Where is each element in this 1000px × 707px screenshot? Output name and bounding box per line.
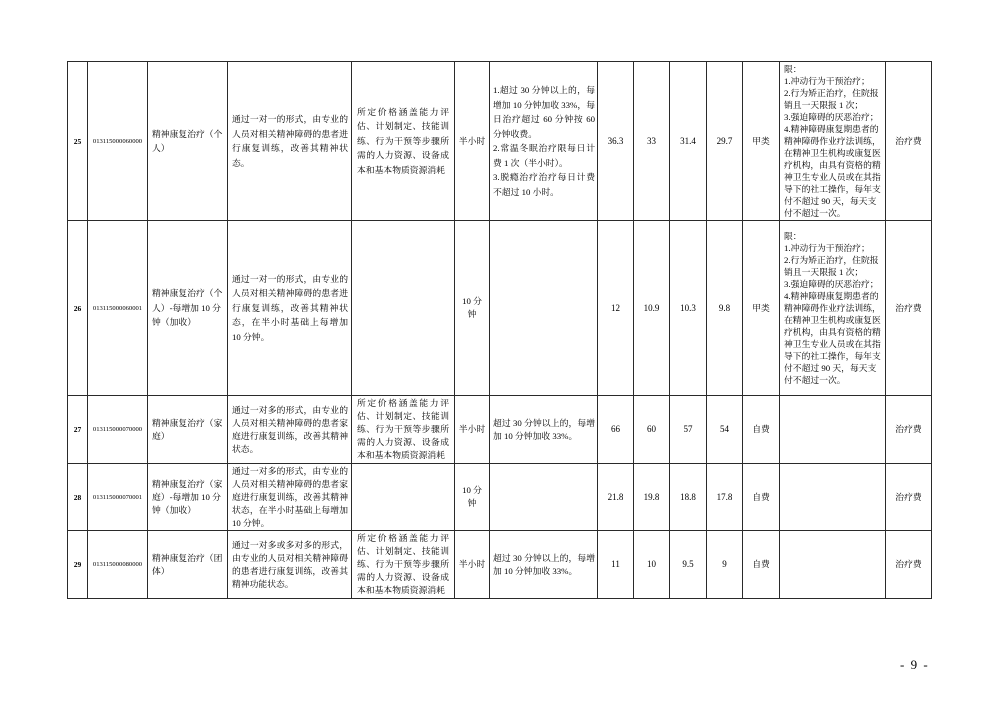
price-connotation-cell [352, 531, 455, 599]
item-number: 28 [73, 492, 82, 502]
price-value: 29.7 [716, 135, 733, 146]
item-code-cell [88, 62, 148, 221]
restriction-item: 2.行为矫正治疗，住院报销且一天限报 1 次； [784, 255, 879, 277]
item-code-cell [88, 396, 148, 464]
price-value: 17.8 [716, 491, 733, 502]
price-connotation: 所定价格涵盖能力评估、计划制定、技能训练、行为干预等步骤所需的人力资源、设备成本和基本物质资源消耗 [357, 533, 449, 595]
item-code: 013115000060000 [92, 137, 143, 145]
item-name-cell [148, 62, 228, 221]
notes-cell [490, 464, 598, 531]
item-description-cell [228, 531, 352, 599]
pricing-unit-cell [455, 396, 490, 464]
restriction-item: 4.精神障碍康复期患者的精神障碍作业疗法训练，在精神卫生机构或康复医疗机构，由具有资格的精神卫生专业人员或在其指导下的社工操作，每年支付不超过 90 天，每天支付不超过一次。 [784, 291, 881, 385]
category-cell [743, 531, 780, 599]
price-value: 31.4 [680, 135, 696, 146]
item-number: 29 [73, 560, 82, 569]
fee-type: 治疗费 [895, 135, 922, 146]
item-code: 013115000080000 [92, 561, 143, 568]
fee-type: 治疗费 [895, 302, 922, 313]
note-item: 2.常温冬眠治疗限每日计费 1 次（半小时）。 [493, 143, 595, 168]
item-number-cell [68, 464, 88, 531]
restriction-item: 4.精神障碍康复期患者的精神障碍作业疗法训练，在精神卫生机构或康复医疗机构，由具有资格的精神卫生专业人员或在其指导下的社工操作，每年支付不超过 90 天，每天支付不超过一次。 [784, 124, 881, 218]
item-number-cell [68, 62, 88, 221]
item-description: 通过一对多或多对多的形式，由专业的人员对相关精神障碍的患者进行康复训练，改善其精神功能状态。 [232, 539, 348, 589]
price-value: 9.5 [682, 559, 694, 569]
price-value: 11 [611, 559, 620, 569]
price-value: 18.8 [680, 491, 696, 502]
restriction-item: 1.冲动行为干预治疗； [784, 243, 870, 253]
pricing-unit: 半小时 [458, 559, 486, 569]
notes-cell [490, 221, 598, 396]
item-description: 通过一对一的形式，由专业的人员对相关精神障碍的患者进行康复训练，改善其精神状态，在半小时基础上每增加 10 分钟。 [232, 273, 348, 342]
price-cell [670, 464, 707, 531]
item-name: 精神康复治疗（个人）-每增加 10 分钟（加收） [152, 288, 223, 328]
category-cell [743, 464, 780, 531]
item-number-cell [68, 221, 88, 396]
price-connotation-cell [352, 464, 455, 531]
restriction-item: 限： [784, 231, 802, 241]
notes-cell [490, 396, 598, 464]
price-cell [670, 396, 707, 464]
price-value: 19.8 [643, 491, 660, 502]
price-connotation: 所定价格涵盖能力评估、计划制定、技能训练、行为干预等步骤所需的人力资源、设备成本和基本物质资源消耗 [357, 106, 449, 175]
price-cell [707, 396, 743, 464]
item-name: 精神康复治疗（个人） [152, 128, 223, 153]
item-description: 通过一对多的形式，由专业的人员对相关精神障碍的患者家庭进行康复训练，改善其精神状态。 [232, 404, 348, 454]
price-value: 10 [647, 559, 656, 569]
price-value: 10.9 [643, 302, 660, 313]
price-value: 60 [647, 424, 656, 434]
item-name: 精神康复治疗（团体） [152, 552, 223, 576]
item-name: 精神康复治疗（家庭）-每增加 10 分钟（加收） [152, 478, 223, 515]
price-cell [670, 531, 707, 599]
note-item: 超过 30 分钟以上的，每增加 10 分钟加收 33%。 [493, 552, 595, 576]
price-value: 54 [720, 424, 729, 434]
restriction-cell [780, 396, 886, 464]
note-item: 超过 30 分钟以上的，每增加 10 分钟加收 33%。 [493, 417, 595, 441]
fee-type: 治疗费 [895, 559, 922, 569]
restriction-item: 3.强迫障碍的厌恶治疗； [784, 112, 879, 122]
fee-type-cell [886, 221, 932, 396]
restriction-cell [780, 531, 886, 599]
price-cell [634, 62, 670, 221]
price-cell [707, 221, 743, 396]
pricing-table [67, 61, 932, 599]
price-cell [598, 396, 634, 464]
category: 自费 [752, 424, 770, 434]
item-number-cell [68, 531, 88, 599]
price-value: 12 [611, 302, 620, 313]
pricing-unit: 半小时 [458, 424, 486, 434]
fee-type-cell [886, 396, 932, 464]
fee-type-cell [886, 62, 932, 221]
pricing-unit: 10 分钟 [462, 296, 482, 319]
restriction-item: 限： [784, 64, 802, 74]
category: 甲类 [752, 135, 770, 146]
restriction-item: 1.冲动行为干预治疗； [784, 76, 870, 86]
item-code-cell [88, 464, 148, 531]
price-cell [598, 531, 634, 599]
price-value: 66 [611, 424, 620, 434]
item-description-cell [228, 464, 352, 531]
pricing-unit-cell [455, 464, 490, 531]
pricing-unit: 10 分钟 [462, 485, 482, 508]
price-connotation-cell [352, 62, 455, 221]
pricing-unit: 半小时 [458, 135, 486, 146]
price-cell [598, 464, 634, 531]
item-code: 013115000070001 [92, 493, 143, 501]
item-number-cell [68, 396, 88, 464]
category: 自费 [752, 491, 770, 502]
price-value: 36.3 [607, 135, 624, 146]
item-code-cell [88, 531, 148, 599]
restriction-item: 2.行为矫正治疗，住院报销且一天限报 1 次； [784, 88, 879, 110]
category-cell [743, 62, 780, 221]
category-cell [743, 396, 780, 464]
price-cell [670, 62, 707, 221]
price-value: 21.8 [607, 491, 624, 502]
item-code: 013115000070000 [92, 426, 143, 433]
price-cell [634, 531, 670, 599]
item-name-cell [148, 221, 228, 396]
fee-type: 治疗费 [895, 424, 922, 434]
fee-type-cell [886, 531, 932, 599]
restriction-item: 3.强迫障碍的厌恶治疗； [784, 279, 879, 289]
price-value: 10.3 [680, 302, 696, 313]
notes-cell [490, 531, 598, 599]
item-number: 26 [73, 303, 82, 313]
price-cell [634, 464, 670, 531]
pricing-unit-cell [455, 531, 490, 599]
fee-type: 治疗费 [895, 491, 922, 502]
item-number: 27 [73, 425, 82, 434]
price-value: 9 [722, 559, 727, 569]
fee-type-cell [886, 464, 932, 531]
restriction-cell [780, 464, 886, 531]
price-cell [670, 221, 707, 396]
page-number: - 9 - [900, 657, 930, 672]
price-cell [707, 531, 743, 599]
item-number: 25 [73, 136, 82, 146]
price-connotation: 所定价格涵盖能力评估、计划制定、技能训练、行为干预等步骤所需的人力资源、设备成本和基本物质资源消耗 [357, 398, 449, 460]
price-cell [598, 221, 634, 396]
item-code-cell [88, 221, 148, 396]
price-cell [634, 396, 670, 464]
item-description-cell [228, 221, 352, 396]
item-name-cell [148, 464, 228, 531]
price-value: 9.8 [718, 302, 731, 313]
item-description-cell [228, 396, 352, 464]
price-cell [707, 464, 743, 531]
restriction-cell [780, 221, 886, 396]
pricing-unit-cell [455, 62, 490, 221]
price-value: 57 [683, 424, 693, 434]
item-name-cell [148, 396, 228, 464]
price-connotation-cell [352, 221, 455, 396]
restriction-cell [780, 62, 886, 221]
item-code: 013115000060001 [92, 304, 143, 312]
item-description: 通过一对多的形式，由专业的人员对相关精神障碍的患者家庭进行康复训练，改善其精神状态，在半小时基础上每增加 10 分钟。 [232, 465, 348, 528]
note-item: 3.脱瘾治疗治疗每日计费不超过 10 小时。 [493, 172, 595, 197]
price-value: 33 [647, 135, 656, 146]
item-name: 精神康复治疗（家庭） [152, 417, 223, 441]
pricing-unit-cell [455, 221, 490, 396]
category: 自费 [752, 559, 770, 569]
note-item: 1.超过 30 分钟以上的，每增加 10 分钟加收 33%，每日治疗超过 60 分钟按 60 分钟收费。 [493, 85, 595, 139]
category-cell [743, 221, 780, 396]
category: 甲类 [752, 302, 770, 313]
price-cell [707, 62, 743, 221]
item-description: 通过一对一的形式，由专业的人员对相关精神障碍的患者进行康复训练，改善其精神状态。 [232, 114, 348, 168]
notes-cell [490, 62, 598, 221]
price-connotation-cell [352, 396, 455, 464]
price-cell [634, 221, 670, 396]
price-cell [598, 62, 634, 221]
item-description-cell [228, 62, 352, 221]
item-name-cell [148, 531, 228, 599]
